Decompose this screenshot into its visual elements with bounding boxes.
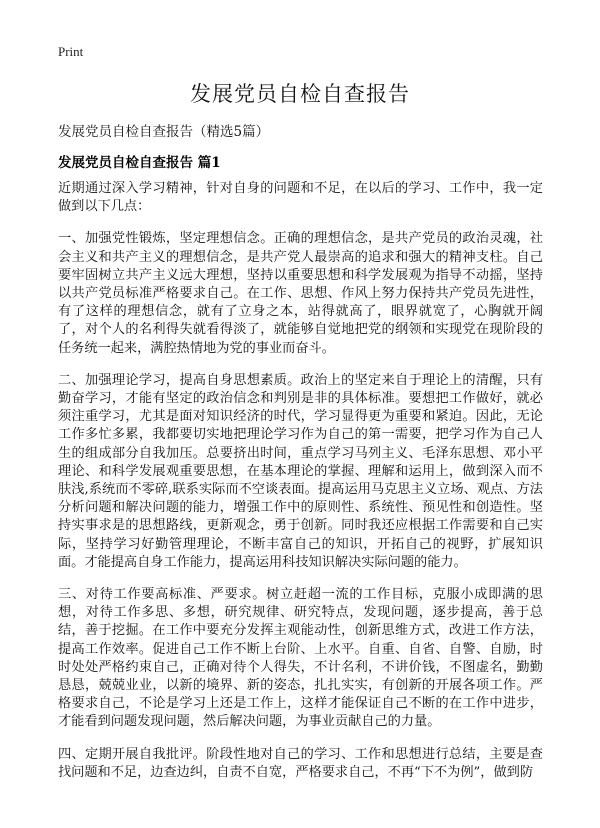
print-link[interactable]: Print bbox=[58, 44, 84, 59]
paragraph-1: 一、加强党性锻炼，坚定理想信念。正确的理想信念，是共产党员的政治灵魂，社会主义和共产主义的理想信念，是共产党人最崇高的追求和强大的精神支柱。自己要牢固树立共产主义远大理想，坚持以重要思想和科学发展观为指导不动摇，坚持以共产党员标准严格要求自己。在工作、思想、作风上努力保持共产党员先进性，有了这样的理想信念，就有了立身之本，站得就高了，眼界就宽了，心胸就开阔了，对个人的名利得失就看得淡了，就能够自觉地把党的纲领和实现党在现阶段的任务统一起来，满腔热情地为党的事业而奋斗。 bbox=[58, 231, 543, 356]
paragraph-3: 三、对待工作要高标准、严要求。树立赶超一流的工作目标，克服小成即满的思想，对待工作多思、多想，研究规律、研究特点，发现问题，逐步提高，善于总结，善于挖掘。在工作中要充分发挥主观能动性，创新思维方式，改进工作方法，提高工作效率。促进自己工作不断上台阶、上水平。自重、自省、自警、自励，时时处处严格约束自己，正确对待个人得失，不计名利，不讲价钱，不图虚名，勤勤恳恳，兢兢业业，以新的境界、新的姿态，扎扎实实，有创新的开展各项工作。严格要求自己，不论是学习上还是工作上，这样才能保证自己不断的在工作中进步，才能看到问题发现问题，然后解决问题，为事业贡献自己的力量。 bbox=[58, 587, 543, 730]
document-title: 发展党员自检自查报告 bbox=[190, 82, 410, 106]
document-body bbox=[58, 180, 543, 796]
paragraph-4: 四、定期开展自我批评。阶段性地对自己的学习、工作和思想进行总结，主要是查找问题和不足，边查边纠，自责不自宽，严格要求自己，不再“下不为例”，做到防 bbox=[58, 746, 543, 780]
paragraph-2: 二、加强理论学习，提高自身思想素质。政治上的坚定来自于理论上的清醒，只有勤奋学习，才能有坚定的政治信念和判别是非的具体标准。要想把工作做好，就必须注重学习，尤其是面对知识经济的时代，学习显得更为重要和紧迫。因此，无论工作多忙多累，我都要切实地把理论学习作为自己的第一需要，把学习作为自己人生的组成部分自我加压。总要挤出时间，重点学习马列主义、毛泽东思想、邓小平理论、和科学发展观重要思想，在基本理论的掌握、理解和运用上，做到深入而不肤浅,系统而不零碎,联系实际而不空谈表面。提高运用马克思主义立场、观点、方法分析问题和解决问题的能力，增强工作中的原则性、系统性、预见性和创造性。坚持实事求是的思想路线，更新观念，勇于创新。同时我还应根据工作需要和自己实际，坚持学习好勤管理理论，不断丰富自己的知识，开拓自己的视野，扩展知识面。才能提高自身工作能力，提高运用科技知识解决实际问题的能力。 bbox=[58, 372, 543, 570]
paragraph-intro: 近期通过深入学习精神，针对自身的问题和不足，在以后的学习、工作中，我一定做到以下几点： bbox=[58, 181, 543, 215]
document-subtitle: 发展党员自检自查报告（精选5篇） bbox=[58, 124, 270, 140]
section-heading: 发展党员自检自查报告 篇1 bbox=[58, 155, 221, 171]
